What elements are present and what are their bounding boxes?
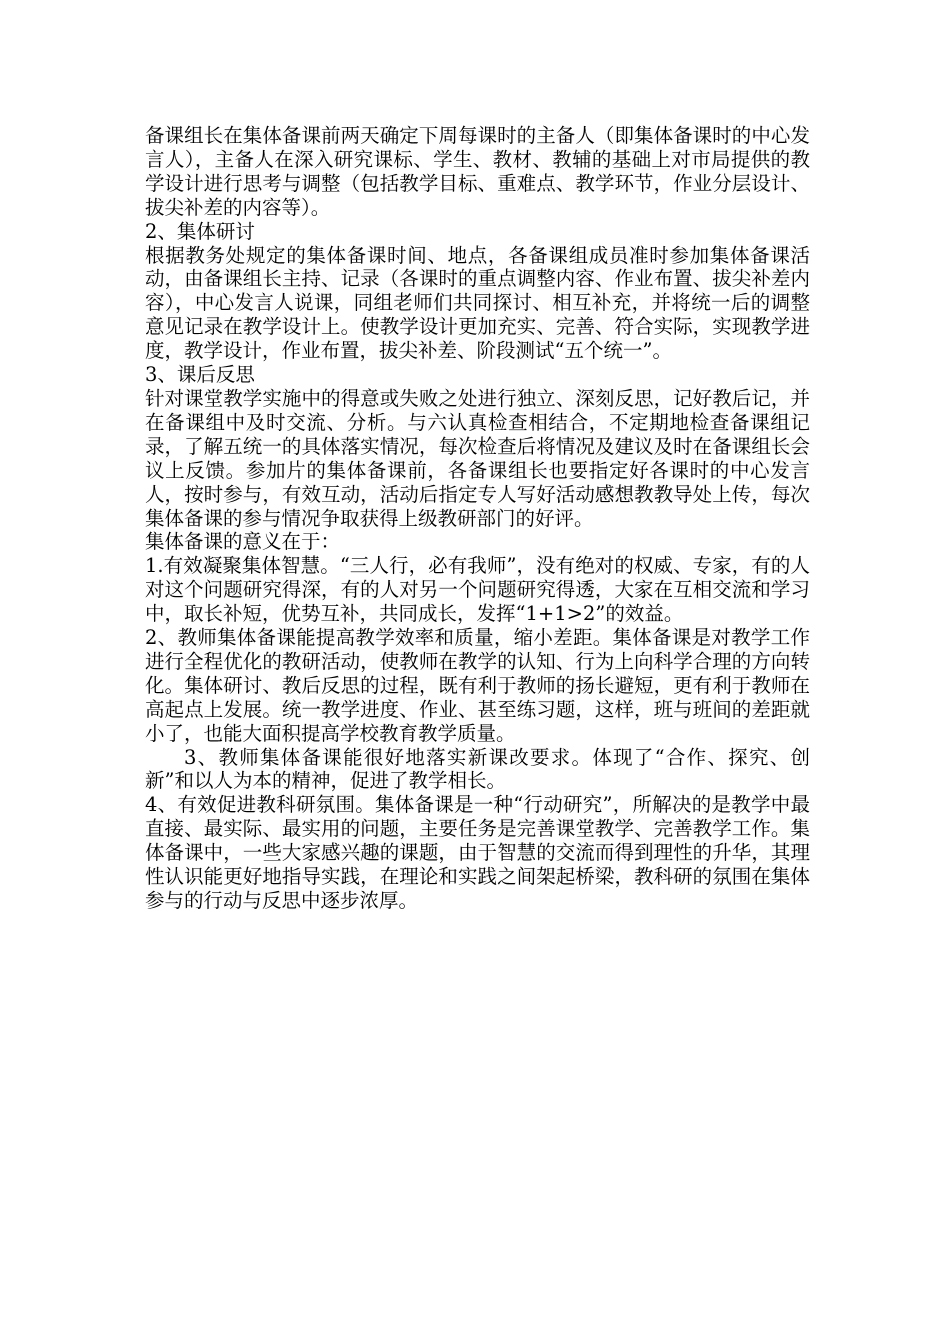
paragraph-main-preparer: 备课组长在集体备课前两天确定下周每课时的主备人（即集体备课时的中心发言人），主备人在深入研究课标、学生、教材、教辅的基础上对市局提供的教学设计进行思考与调整（包括教学目标、重难点、教学环节，作业分层设计、拔尖补差的内容等）。 — [145, 124, 810, 219]
heading-collective-discussion: 2、集体研讨 — [145, 219, 255, 243]
paragraph-significance-2: 2、教师集体备课能提高教学效率和质量，缩小差距。集体备课是对教学工作进行全程优化的教研活动，使教师在教学的认知、行为上向科学合理的方向转化。集体研讨、教后反思的过程，既有利于教师的扬长避短，更有利于教师在高起点上发展。统一教学进度、作业、甚至练习题，这样，班与班间的差距就小了，也能大面积提高学校教育教学质量。 — [145, 626, 810, 745]
paragraph-significance-4: 4、有效促进教科研氛围。集体备课是一种“行动研究”，所解决的是教学中最直接、最实际、最实用的问题，主要任务是完善课堂教学、完善教学工作。集体备课中，一些大家感兴趣的课题，由于智慧的交流而得到理性的升华，其理性认识能更好地指导实践，在理论和实践之间架起桥梁，教科研的氛围在集体参与的行动与反思中逐步浓厚。 — [145, 793, 810, 912]
document-body — [145, 124, 810, 913]
paragraph-significance-3: 3、教师集体备课能很好地落实新课改要求。体现了“合作、探究、创新”和以人为本的精神，促进了教学相长。 — [145, 745, 810, 793]
heading-post-class-reflection: 3、课后反思 — [145, 363, 255, 387]
paragraph-collective-discussion: 根据教务处规定的集体备课时间、地点，各备课组成员准时参加集体备课活动，由备课组长主持、记录（各课时的重点调整内容、作业布置、拔尖补差内容），中心发言人说课，同组老师们共同探讨、相互补充，并将统一后的调整意见记录在教学设计上。使教学设计更加充实、完善、符合实际，实现教学进度，教学设计，作业布置，拔尖补差、阶段测试“五个统一”。 — [145, 243, 810, 363]
heading-significance: 集体备课的意义在于： — [145, 530, 341, 554]
paragraph-post-class-reflection: 针对课堂教学实施中的得意或失败之处进行独立、深刻反思，记好教后记，并在备课组中及时交流、分析。与六认真检查相结合，不定期地检查备课组记录，了解五统一的具体落实情况，每次检查后将情况及建议及时在备课组长会议上反馈。参加片的集体备课前，各备课组长也要指定好各课时的中心发言人，按时参与，有效互动，活动后指定专人写好活动感想教教导处上传，每次集体备课的参与情况争取获得上级教研部门的好评。 — [145, 386, 810, 530]
paragraph-significance-1: 1.有效凝聚集体智慧。“三人行，必有我师”，没有绝对的权威、专家，有的人对这个问题研究得深，有的人对另一个问题研究得透，大家在互相交流和学习中，取长补短，优势互补，共同成长，发挥“1+1>2”的效益。 — [145, 554, 810, 626]
